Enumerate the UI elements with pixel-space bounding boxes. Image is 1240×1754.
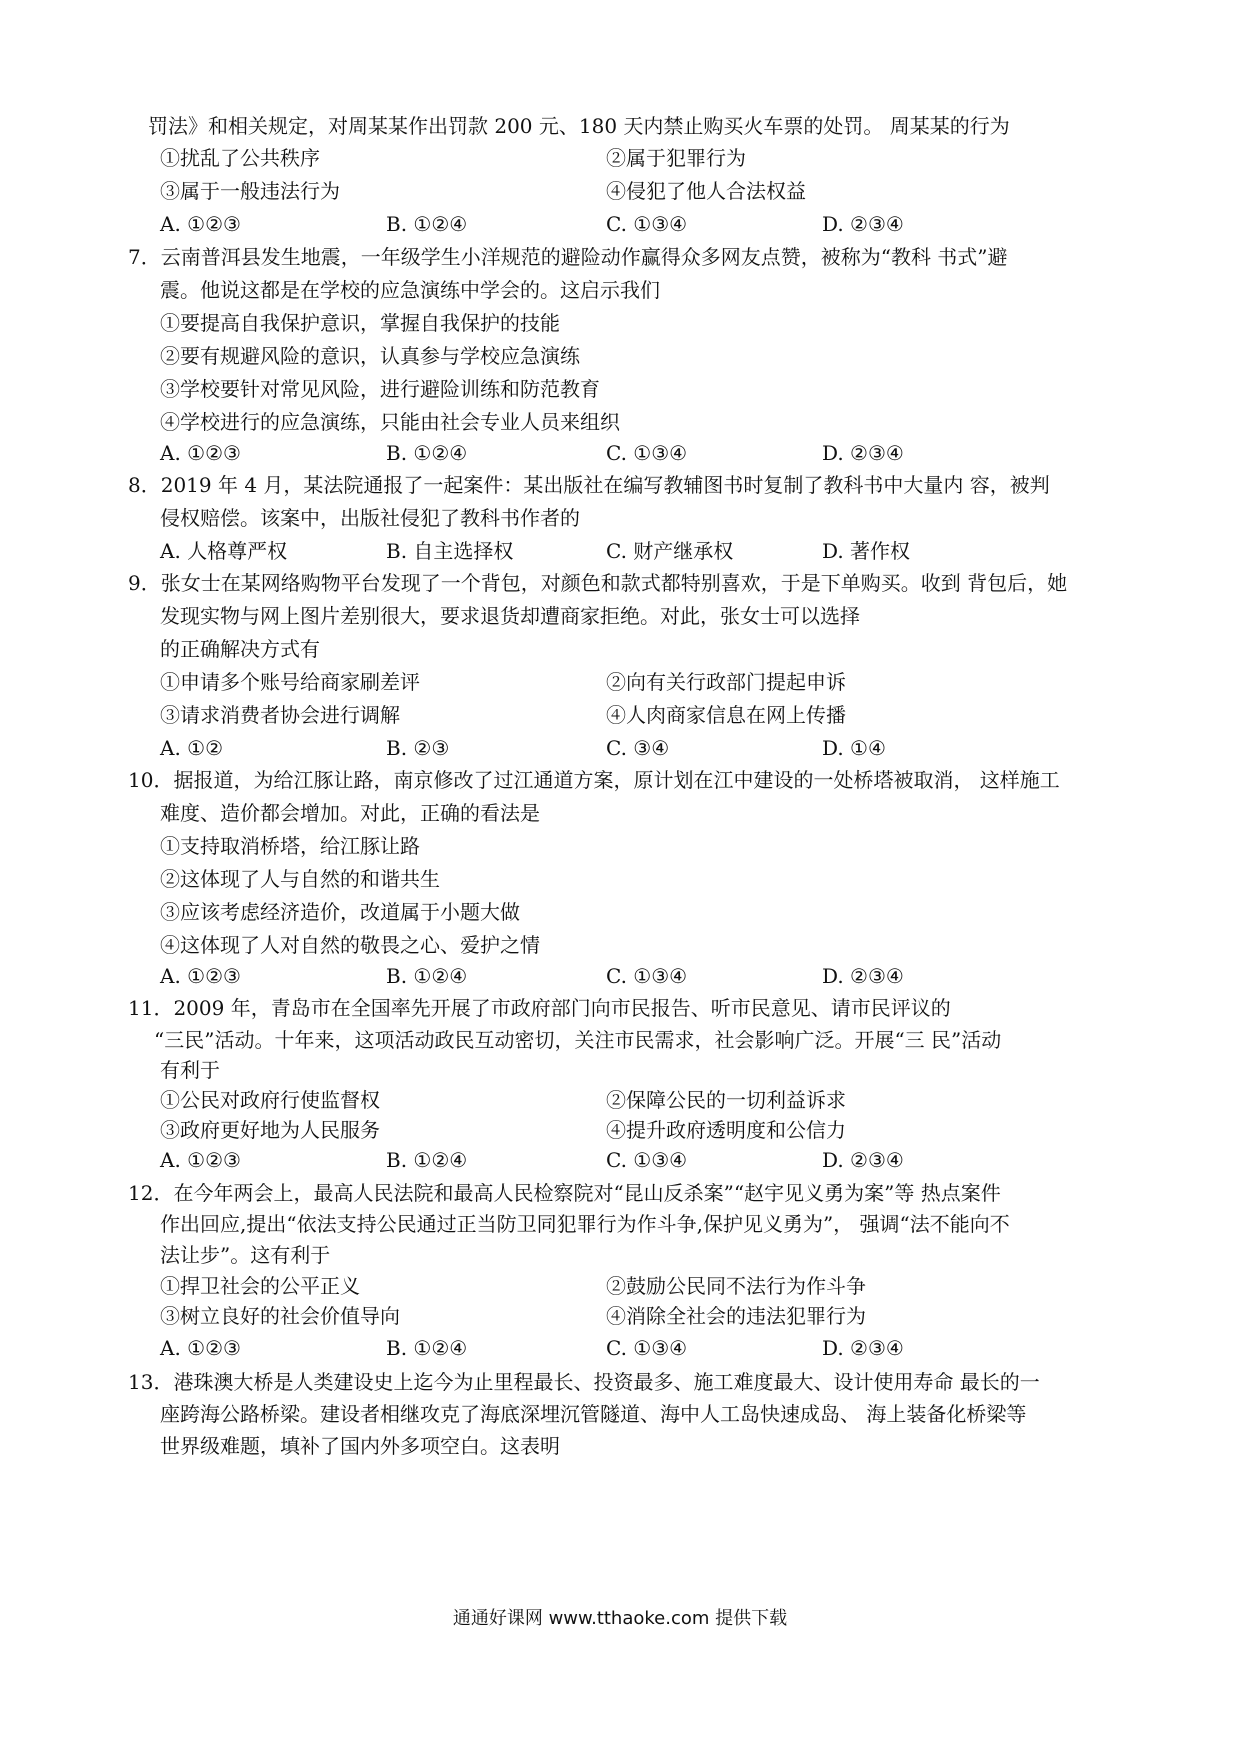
question-13-stem-line-2: 座跨海公路桥梁。建设者相继攻克了海底深埋沉管隧道、海中人工岛快速成岛、 海上装备化桥梁等 — [160, 1402, 1027, 1426]
question-6-item-1: ①扰乱了公共秩序 — [160, 146, 320, 170]
question-10-choice-b: B. ①②④ — [386, 964, 468, 988]
page-footer: 通通好课网 www.tthaoke.com 提供下载 — [452, 1608, 788, 1629]
question-9-choice-b: B. ②③ — [386, 736, 450, 760]
question-12-item-2: ②鼓励公民同不法行为作斗争 — [606, 1274, 866, 1298]
question-8-choice-a: A. 人格尊严权 — [160, 539, 288, 563]
question-9-item-1: ①申请多个账号给商家刷差评 — [160, 670, 420, 694]
question-11-stem-line-2: “三民”活动。十年来，这项活动政民互动密切，关注市民需求，社会影响广泛。开展“三 民”活动 — [154, 1028, 1002, 1052]
question-9-item-4: ④人肉商家信息在网上传播 — [606, 703, 846, 727]
question-13-stem-line-3: 世界级难题，填补了国内外多项空白。这表明 — [160, 1434, 560, 1458]
question-7-choice-c: C. ①③④ — [606, 441, 688, 465]
question-7-item-2: ②要有规避风险的意识，认真参与学校应急演练 — [160, 344, 580, 368]
question-6-choice-c: C. ①③④ — [606, 212, 688, 236]
question-7-item-3: ③学校要针对常见风险，进行避险训练和防范教育 — [160, 377, 600, 401]
question-8-stem-line-1: 8．2019 年 4 月，某法院通报了一起案件：某出版社在编写教辅图书时复制了教科书中大量内 容，被判 — [128, 473, 1050, 497]
question-11-choice-b: B. ①②④ — [386, 1148, 468, 1172]
question-6-choice-d: D. ②③④ — [822, 212, 904, 236]
question-12-stem-line-1: 12．在今年两会上，最高人民法院和最高人民检察院对“昆山反杀案”“赵宇见义勇为案”等 热点案件 — [128, 1181, 1001, 1205]
question-10-item-3: ③应该考虑经济造价，改道属于小题大做 — [160, 900, 520, 924]
question-8-choice-c: C. 财产继承权 — [606, 539, 734, 563]
question-6-item-4: ④侵犯了他人合法权益 — [606, 179, 806, 203]
question-6-item-2: ②属于犯罪行为 — [606, 146, 746, 170]
question-12-choice-a: A. ①②③ — [160, 1336, 241, 1360]
question-12-item-4: ④消除全社会的违法犯罪行为 — [606, 1304, 866, 1328]
question-9-item-2: ②向有关行政部门提起申诉 — [606, 670, 846, 694]
question-9-choice-a: A. ①② — [160, 736, 224, 760]
question-7-item-4: ④学校进行的应急演练，只能由社会专业人员来组织 — [160, 410, 620, 434]
question-11-item-1: ①公民对政府行使监督权 — [160, 1088, 380, 1112]
question-10-choice-d: D. ②③④ — [822, 964, 904, 988]
question-11-item-3: ③政府更好地为人民服务 — [160, 1118, 380, 1142]
question-12-stem-line-3: 法让步”。这有利于 — [160, 1243, 331, 1267]
question-8-choice-b: B. 自主选择权 — [386, 539, 514, 563]
question-10-stem-line-2: 难度、造价都会增加。对此，正确的看法是 — [160, 801, 540, 825]
question-10-item-2: ②这体现了人与自然的和谐共生 — [160, 867, 440, 891]
question-11-choice-d: D. ②③④ — [822, 1148, 904, 1172]
question-10-choice-a: A. ①②③ — [160, 964, 241, 988]
question-11-item-4: ④提升政府透明度和公信力 — [606, 1118, 846, 1142]
question-12-choice-c: C. ①③④ — [606, 1336, 688, 1360]
question-12-item-3: ③树立良好的社会价值导向 — [160, 1304, 400, 1328]
question-10-item-1: ①支持取消桥塔，给江豚让路 — [160, 834, 420, 858]
question-7-choice-a: A. ①②③ — [160, 441, 241, 465]
question-11-item-2: ②保障公民的一切利益诉求 — [606, 1088, 846, 1112]
question-7-choice-b: B. ①②④ — [386, 441, 468, 465]
question-9-item-3: ③请求消费者协会进行调解 — [160, 703, 400, 727]
question-12-item-1: ①捍卫社会的公平正义 — [160, 1274, 360, 1298]
question-12-choice-d: D. ②③④ — [822, 1336, 904, 1360]
question-7-item-1: ①要提高自我保护意识，掌握自我保护的技能 — [160, 311, 560, 335]
question-6-choice-a: A. ①②③ — [160, 212, 241, 236]
question-9-stem-line-3: 的正确解决方式有 — [160, 637, 320, 661]
question-12-choice-b: B. ①②④ — [386, 1336, 468, 1360]
question-13-stem-line-1: 13．港珠澳大桥是人类建设史上迄今为止里程最长、投资最多、施工难度最大、设计使用寿命 最长的一 — [128, 1370, 1040, 1394]
question-11-stem-line-3: 有利于 — [160, 1058, 220, 1082]
question-12-stem-line-2: 作出回应,提出“依法支持公民通过正当防卫同犯罪行为作斗争,保护见义勇为”， 强调“法不能向不 — [160, 1212, 1010, 1236]
question-6-item-3: ③属于一般违法行为 — [160, 179, 340, 203]
question-9-stem-line-2: 发现实物与网上图片差别很大，要求退货却遭商家拒绝。对此，张女士可以选择 — [160, 604, 860, 628]
question-6-stem-line: 罚法》和相关规定，对周某某作出罚款 200 元、180 天内禁止购买火车票的处罚。 周某某的行为 — [148, 114, 1010, 138]
question-10-item-4: ④这体现了人对自然的敬畏之心、爱护之情 — [160, 933, 540, 957]
question-10-stem-line-1: 10．据报道，为给江豚让路，南京修改了过江通道方案，原计划在江中建设的一处桥塔被取消， 这样施工 — [128, 768, 1060, 792]
question-7-stem-line-2: 震。他说这都是在学校的应急演练中学会的。这启示我们 — [160, 278, 660, 302]
question-10-choice-c: C. ①③④ — [606, 964, 688, 988]
question-9-choice-d: D. ①④ — [822, 736, 886, 760]
question-8-stem-line-2: 侵权赔偿。该案中，出版社侵犯了教科书作者的 — [160, 506, 580, 530]
question-9-stem-line-1: 9．张女士在某网络购物平台发现了一个背包，对颜色和款式都特别喜欢，于是下单购买。收到 背包后，她 — [128, 571, 1068, 595]
question-9-choice-c: C. ③④ — [606, 736, 670, 760]
question-11-choice-a: A. ①②③ — [160, 1148, 241, 1172]
question-7-choice-d: D. ②③④ — [822, 441, 904, 465]
question-11-choice-c: C. ①③④ — [606, 1148, 688, 1172]
question-11-stem-line-1: 11．2009 年，青岛市在全国率先开展了市政府部门向市民报告、听市民意见、请市民评议的 — [128, 996, 951, 1020]
question-6-choice-b: B. ①②④ — [386, 212, 468, 236]
question-7-stem-line-1: 7．云南普洱县发生地震，一年级学生小洋规范的避险动作赢得众多网友点赞，被称为“教科 书式”避 — [128, 245, 1008, 269]
question-8-choice-d: D. 著作权 — [822, 539, 911, 563]
